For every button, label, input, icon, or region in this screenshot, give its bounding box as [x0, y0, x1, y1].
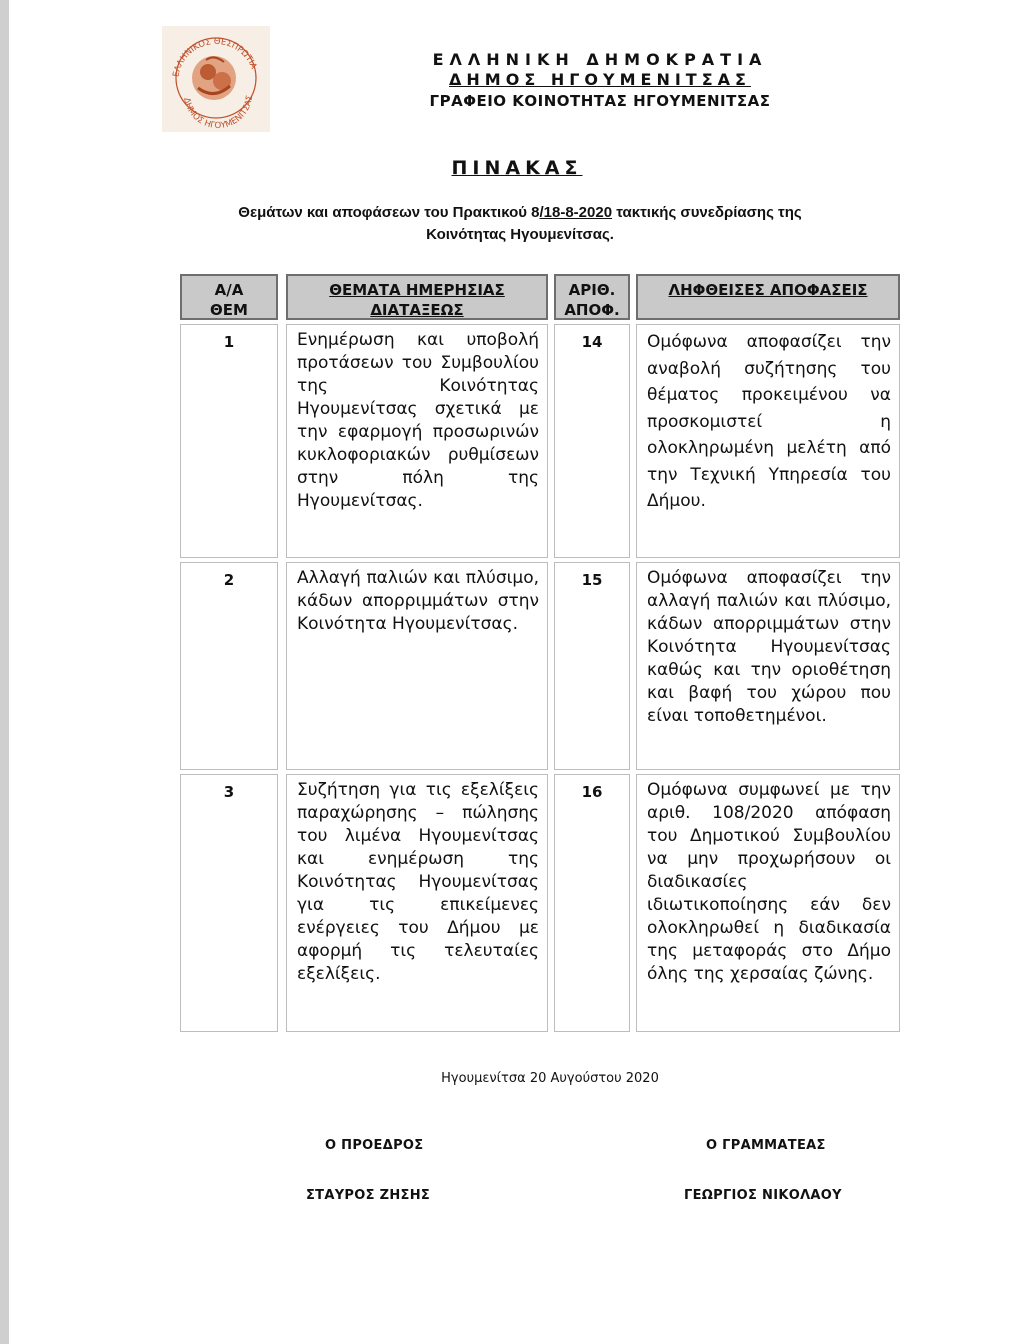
- row1-number: 1: [180, 324, 278, 558]
- header-col-decision-no: [554, 274, 630, 320]
- place-and-date: Ηγουμενίτσα 20 Αυγούστου 2020: [441, 1071, 659, 1086]
- header-col-topics: [286, 274, 548, 320]
- row1-topic: Ενημέρωση και υποβολή προτάσεων του Συμβουλίου της Κοινότητας Ηγουμενίτσας σχετικά με την εφαρμογή προσωρινών κυκλοφοριακών ρυθμίσεων στην πόλη της Ηγουμενίτσας.: [286, 324, 548, 558]
- row2-topic: Αλλαγή παλιών και πλύσιμο, κάδων απορριμμάτων στην Κοινότητα Ηγουμενίτσας.: [286, 562, 548, 770]
- svg-text:ΔΗΜΟΣ ΗΓΟΥΜΕΝΙΤΣΑΣ: ΔΗΜΟΣ ΗΓΟΥΜΕΝΙΤΣΑΣ: [181, 94, 256, 132]
- header-col-topics-line2: ΔΙΑΤΑΞΕΩΣ: [370, 301, 464, 319]
- row3-decision: Ομόφωνα συμφωνεί με την αριθ. 108/2020 απόφαση του Δημοτικού Συμβουλίου να μην προχωρήσουν οι διαδικασίες ιδιωτικοποίησης εάν δεν ολοκληρωθεί η διαδικασία της μεταφοράς στο Δήμο όλης της χερσαίας ζώνης.: [636, 774, 900, 1032]
- decisions-table: [172, 270, 902, 1035]
- president-title: Ο ΠΡΟΕΔΡΟΣ: [325, 1138, 424, 1153]
- header-col-decision-no-line2: ΑΠΟΦ.: [564, 301, 620, 319]
- row3-number: 3: [180, 774, 278, 1032]
- header-office: ΓΡΑΦΕΙΟ ΚΟΙΝΟΤΗΤΑΣ ΗΓΟΥΜΕΝΙΤΣΑΣ: [429, 92, 771, 110]
- subtitle-line2: Κοινότητας Ηγουμενίτσας.: [426, 226, 614, 243]
- secretary-title: Ο ΓΡΑΜΜΑΤΕΑΣ: [706, 1138, 826, 1153]
- header-municipality: ΔΗΜΟΣ ΗΓΟΥΜΕΝΙΤΣΑΣ: [449, 70, 751, 89]
- document-subtitle: [140, 202, 900, 246]
- header-col-number: [180, 274, 278, 320]
- row2-decision-number: 15: [554, 562, 630, 770]
- header-col-decision-no-line1: ΑΡΙΘ.: [568, 281, 616, 299]
- header-col-decisions: [636, 274, 900, 320]
- subtitle-date: /18-8-2020: [539, 204, 613, 221]
- row1-decision: Ομόφωνα αποφασίζει την αναβολή συζήτησης του θέματος προκειμένου να προσκομιστεί η ολοκληρωμένη μελέτη από την Τεχνική Υπηρεσία του Δήμου.: [636, 324, 900, 558]
- header-col-number-line2: ΘΕΜ: [210, 301, 248, 319]
- subtitle-part1: Θεμάτων και αποφάσεων του Πρακτικού 8: [238, 204, 540, 221]
- row2-decision: Ομόφωνα αποφασίζει την αλλαγή παλιών και πλύσιμο, κάδων απορριμμάτων στην Κοινότητα Ηγουμενίτσας καθώς και την οριοθέτηση και βαφή του χώρου που είναι τοποθετημένοι.: [636, 562, 900, 770]
- secretary-name: ΓΕΩΡΓΙΟΣ ΝΙΚΟΛΑΟΥ: [684, 1188, 842, 1203]
- row1-decision-number: 14: [554, 324, 630, 558]
- header-country: ΕΛΛΗΝΙΚΗ ΔΗΜΟΚΡΑΤΙΑ: [432, 50, 768, 69]
- document-title: ΠΙΝΑΚΑΣ: [451, 157, 583, 179]
- header-col-number-line1: Α/Α: [214, 281, 244, 299]
- header-col-topics-line1: ΘΕΜΑΤΑ ΗΜΕΡΗΣΙΑΣ: [329, 281, 505, 299]
- row2-number: 2: [180, 562, 278, 770]
- subtitle-part3: τακτικής συνεδρίασης της: [612, 204, 802, 221]
- svg-text:ΕΛΛΗΝΙΚΟΣ ΘΕΣΠΡΩΤΙΑ: ΕΛΛΗΝΙΚΟΣ ΘΕΣΠΡΩΤΙΑ: [171, 36, 259, 78]
- page-edge: [0, 0, 9, 1344]
- header-col-decisions-label: ΛΗΦΘΕΙΣΕΣ ΑΠΟΦΑΣΕΙΣ: [668, 281, 868, 299]
- municipality-seal-logo: [162, 26, 270, 132]
- row3-topic: Συζήτηση για τις εξελίξεις παραχώρησης – πώλησης του λιμένα Ηγουμενίτσας και ενημέρωση της Κοινότητας Ηγουμενίτσας για τις επικείμενες ενέργειες του Δήμου με αφορμή τις τελευταίες εξελίξεις.: [286, 774, 548, 1032]
- row3-decision-number: 16: [554, 774, 630, 1032]
- president-name: ΣΤΑΥΡΟΣ ΖΗΣΗΣ: [306, 1188, 431, 1203]
